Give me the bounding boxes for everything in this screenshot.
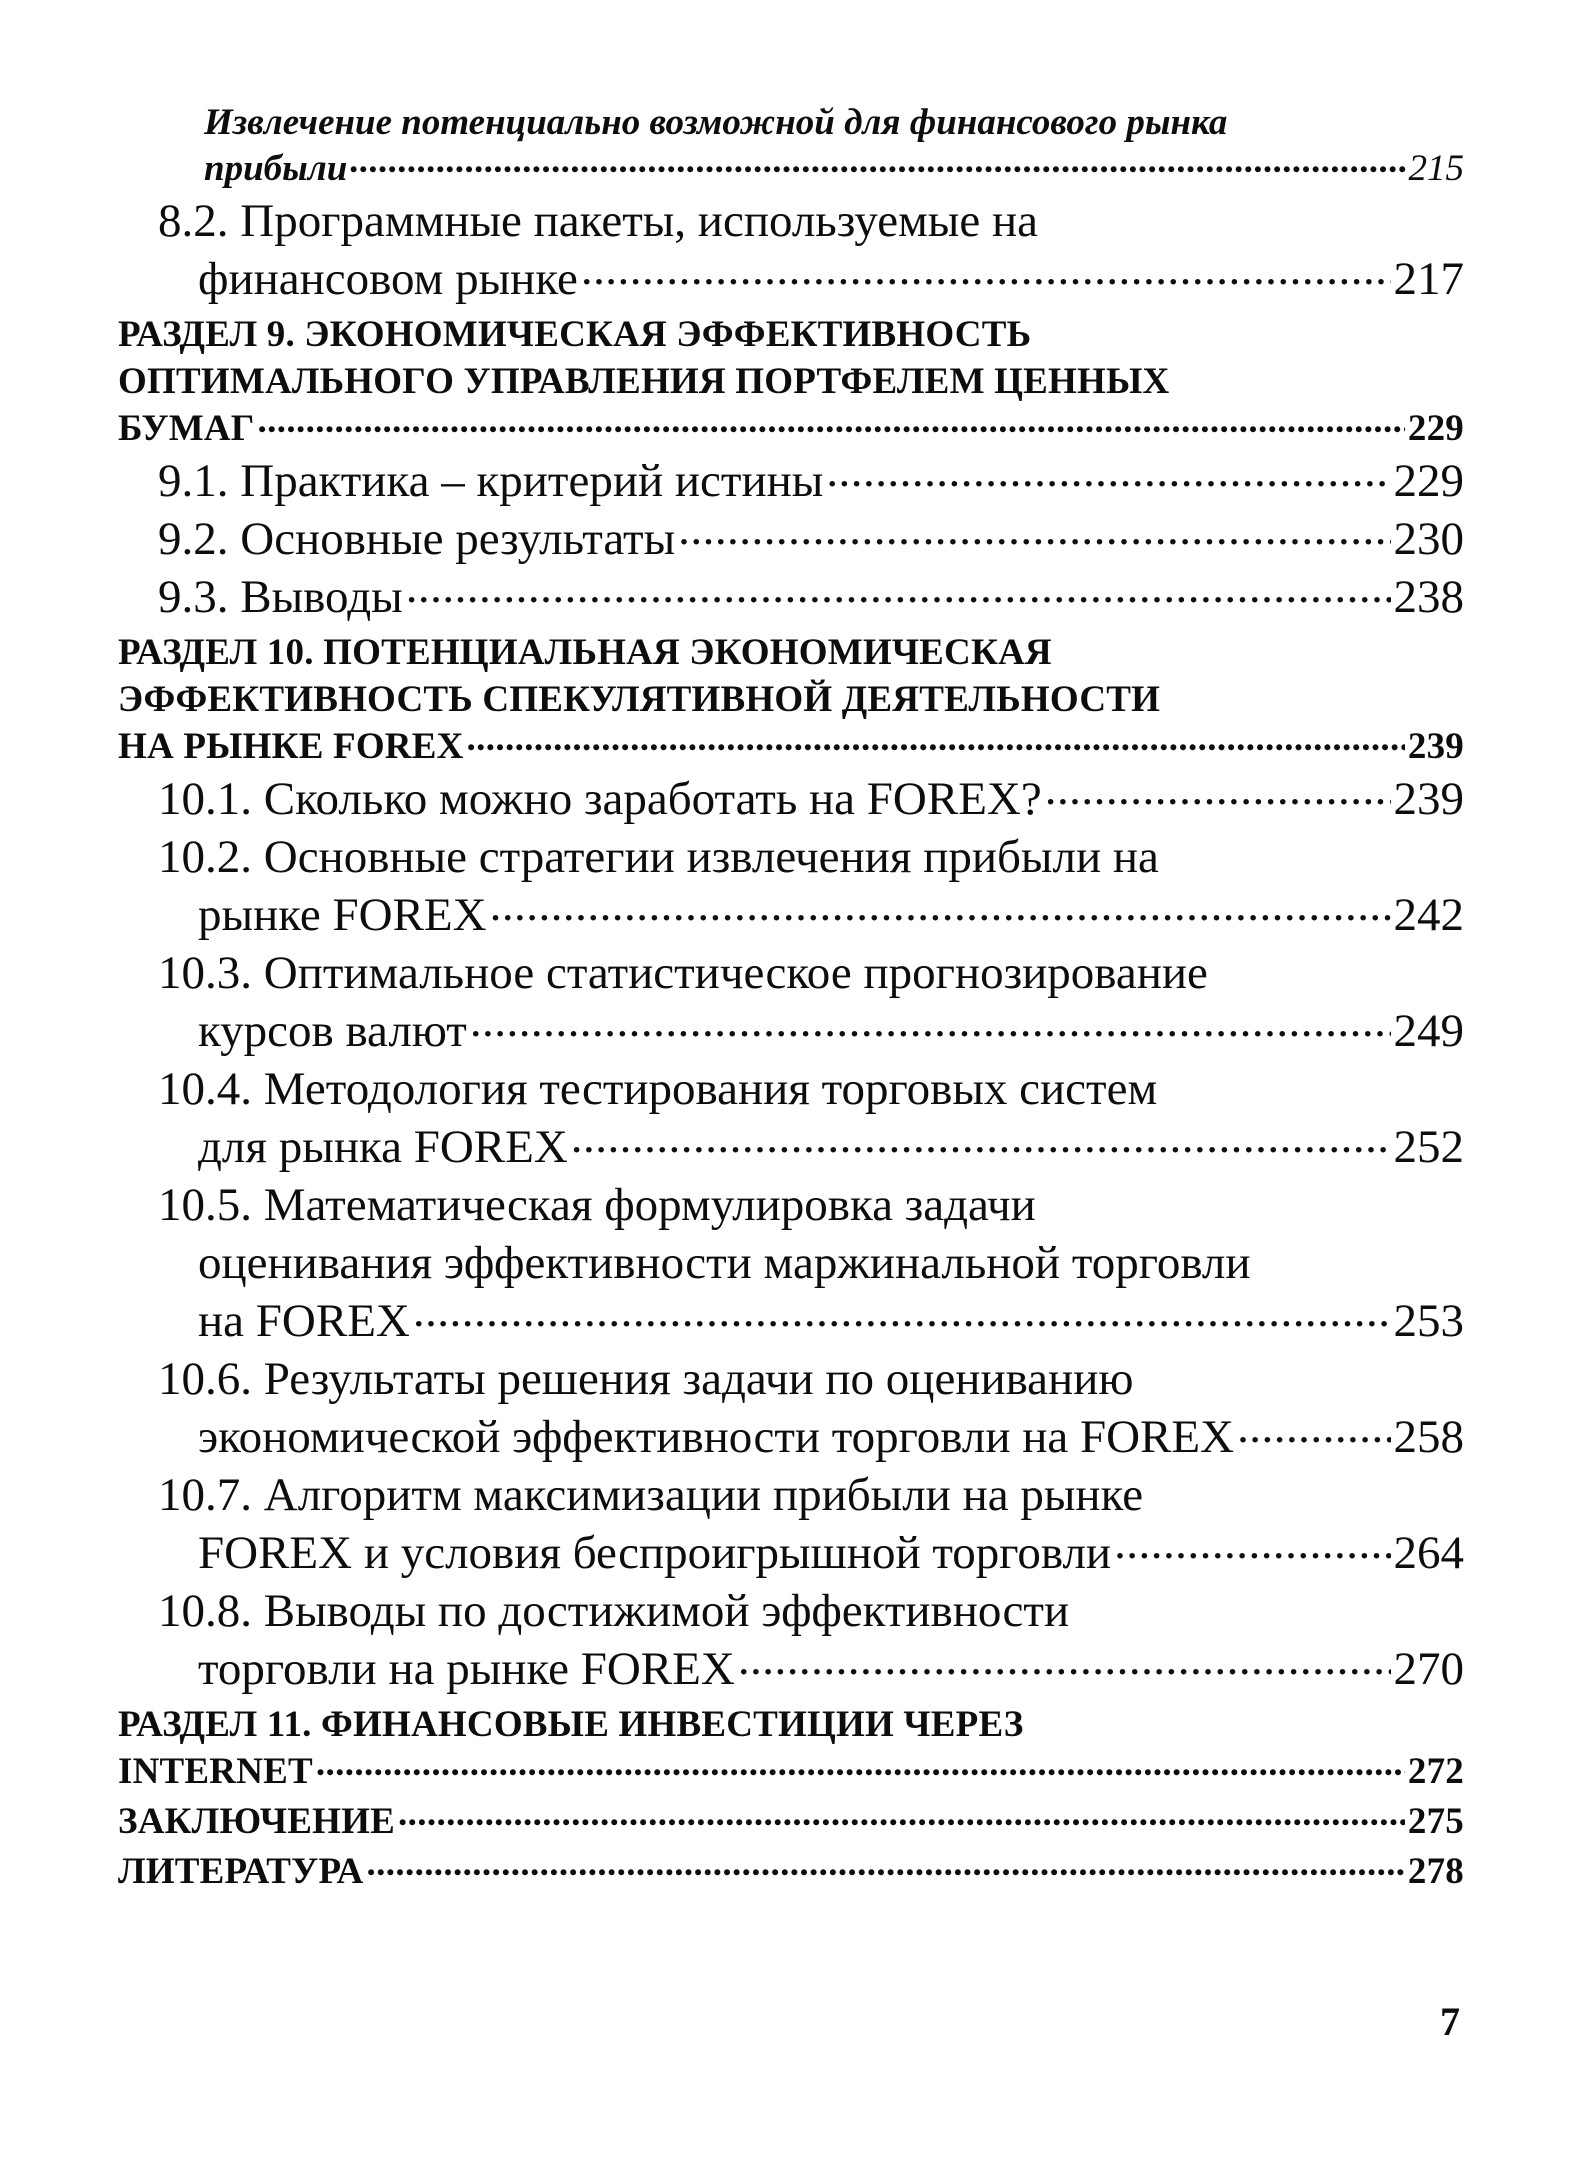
- toc-entry-text: для рынка FOREX: [198, 1121, 568, 1173]
- dot-leader: [316, 1748, 1405, 1795]
- toc-section-item: [118, 1060, 1464, 1176]
- dot-leader: [826, 452, 1390, 510]
- toc-part-heading: [118, 629, 1464, 770]
- toc-part-heading: [118, 1848, 1464, 1895]
- toc-entry-text: ЗАКЛЮЧЕНИЕ: [118, 1801, 395, 1842]
- toc-entry-text: 10.4. Методология тестирования торговых систем: [158, 1063, 1158, 1115]
- toc-entry-text: БУМАГ: [118, 408, 255, 449]
- toc-page-number: 278: [1407, 1851, 1464, 1892]
- toc-page-number: 239: [1407, 726, 1464, 767]
- toc-page-number: 217: [1393, 253, 1464, 305]
- dot-leader: [678, 510, 1390, 568]
- toc-part-heading: [118, 1701, 1464, 1795]
- toc-page-number: 238: [1393, 571, 1464, 623]
- toc-entry-text: на FOREX: [198, 1295, 410, 1347]
- toc-entry-text: ЭФФЕКТИВНОСТЬ СПЕКУЛЯТИВНОЙ ДЕЯТЕЛЬНОСТИ: [118, 679, 1161, 720]
- toc-section-item: [118, 510, 1464, 568]
- toc-entry-text: 9.1. Практика – критерий истины: [158, 455, 824, 507]
- page-number: 7: [1440, 1999, 1460, 2044]
- toc-entry-text: ОПТИМАЛЬНОГО УПРАВЛЕНИЯ ПОРТФЕЛЕМ ЦЕННЫХ: [118, 361, 1170, 402]
- toc-section-item: [118, 770, 1464, 828]
- toc-entry-text: торговли на рынке FOREX: [198, 1643, 735, 1695]
- toc-page-number: 229: [1407, 408, 1464, 449]
- toc-section-item: [118, 1466, 1464, 1582]
- toc-page-number: 258: [1393, 1411, 1464, 1463]
- toc-entry-text: РАЗДЕЛ 9. ЭКОНОМИЧЕСКАЯ ЭФФЕКТИВНОСТЬ: [118, 314, 1032, 355]
- toc-entry-text: 10.3. Оптимальное статистическое прогнозирование: [158, 947, 1208, 999]
- toc-entry-text: ЛИТЕРАТУРА: [118, 1851, 364, 1892]
- toc-section-item: [118, 568, 1464, 626]
- table-of-contents: [118, 100, 1464, 1895]
- toc-entry-text: курсов валют: [198, 1005, 467, 1057]
- toc-entry-text: FOREX и условия беспроигрышной торговли: [198, 1527, 1112, 1579]
- toc-entry-text: 10.7. Алгоритм максимизации прибыли на рынке: [158, 1469, 1144, 1521]
- toc-section-item: [118, 452, 1464, 510]
- toc-entry-text: 10.5. Математическая формулировка задачи: [158, 1179, 1036, 1231]
- toc-entry-text: НА РЫНКЕ FOREX: [118, 726, 464, 767]
- toc-entry-text: рынке FOREX: [198, 889, 487, 941]
- dot-leader: [413, 1292, 1391, 1350]
- toc-entry-text: экономической эффективности торговли на FOREX: [198, 1411, 1235, 1463]
- toc-entry-text: Извлечение потенциально возможной для финансового рынка: [204, 102, 1228, 143]
- toc-section-item: [118, 1350, 1464, 1466]
- dot-leader: [1114, 1524, 1390, 1582]
- toc-entry-text: РАЗДЕЛ 11. ФИНАНСОВЫЕ ИНВЕСТИЦИИ ЧЕРЕЗ: [118, 1704, 1024, 1745]
- dot-leader: [1237, 1408, 1390, 1466]
- dot-leader: [738, 1640, 1391, 1698]
- toc-page-number: 272: [1407, 1751, 1464, 1792]
- dot-leader: [467, 723, 1405, 770]
- toc-section-item: [118, 1582, 1464, 1698]
- toc-page-number: 270: [1393, 1643, 1464, 1695]
- toc-entry-text: оценивания эффективности маржинальной торговли: [198, 1237, 1251, 1289]
- toc-entry-text: 10.6. Результаты решения задачи по оцениванию: [158, 1353, 1134, 1405]
- toc-subitem-profit-extraction: [118, 100, 1464, 192]
- toc-section-item: [118, 944, 1464, 1060]
- dot-leader: [258, 405, 1405, 452]
- toc-page-number: 239: [1393, 773, 1464, 825]
- toc-entry-text: 10.8. Выводы по достижимой эффективности: [158, 1585, 1070, 1637]
- dot-leader: [571, 1118, 1391, 1176]
- toc-entry-text: РАЗДЕЛ 10. ПОТЕНЦИАЛЬНАЯ ЭКОНОМИЧЕСКАЯ: [118, 632, 1052, 673]
- toc-entry-text: прибыли: [204, 148, 348, 189]
- toc-section-item: [118, 192, 1464, 308]
- toc-entries: [118, 192, 1464, 1895]
- toc-page-number: 264: [1393, 1527, 1464, 1579]
- dot-leader: [350, 146, 1405, 192]
- toc-entry-text: 8.2. Программные пакеты, используемые на: [158, 195, 1039, 247]
- dot-leader: [490, 886, 1391, 944]
- toc-page-number: 275: [1407, 1801, 1464, 1842]
- toc-entry-text: INTERNET: [118, 1751, 313, 1792]
- dot-leader: [581, 250, 1391, 308]
- toc-page-number: 230: [1393, 513, 1464, 565]
- toc-section-item: [118, 1176, 1464, 1350]
- toc-page-number: 249: [1393, 1005, 1464, 1057]
- toc-section-item: [118, 828, 1464, 944]
- dot-leader: [406, 568, 1391, 626]
- dot-leader: [366, 1848, 1404, 1895]
- toc-part-heading: [118, 311, 1464, 452]
- toc-entry-text: 9.3. Выводы: [158, 571, 403, 623]
- toc-entry-text: 9.2. Основные результаты: [158, 513, 676, 565]
- dot-leader: [470, 1002, 1391, 1060]
- toc-page-number: 215: [1408, 148, 1464, 189]
- toc-part-heading: [118, 1798, 1464, 1845]
- dot-leader: [398, 1798, 1405, 1845]
- toc-page-number: 229: [1393, 455, 1464, 507]
- dot-leader: [1045, 770, 1391, 828]
- toc-entry-text: финансовом рынке: [198, 253, 578, 305]
- toc-entry-text: 10.2. Основные стратегии извлечения прибыли на: [158, 831, 1159, 883]
- toc-page-number: 242: [1393, 889, 1464, 941]
- toc-page-number: 253: [1393, 1295, 1464, 1347]
- toc-entry-text: 10.1. Сколько можно заработать на FOREX?: [158, 773, 1042, 825]
- toc-page-number: 252: [1393, 1121, 1464, 1173]
